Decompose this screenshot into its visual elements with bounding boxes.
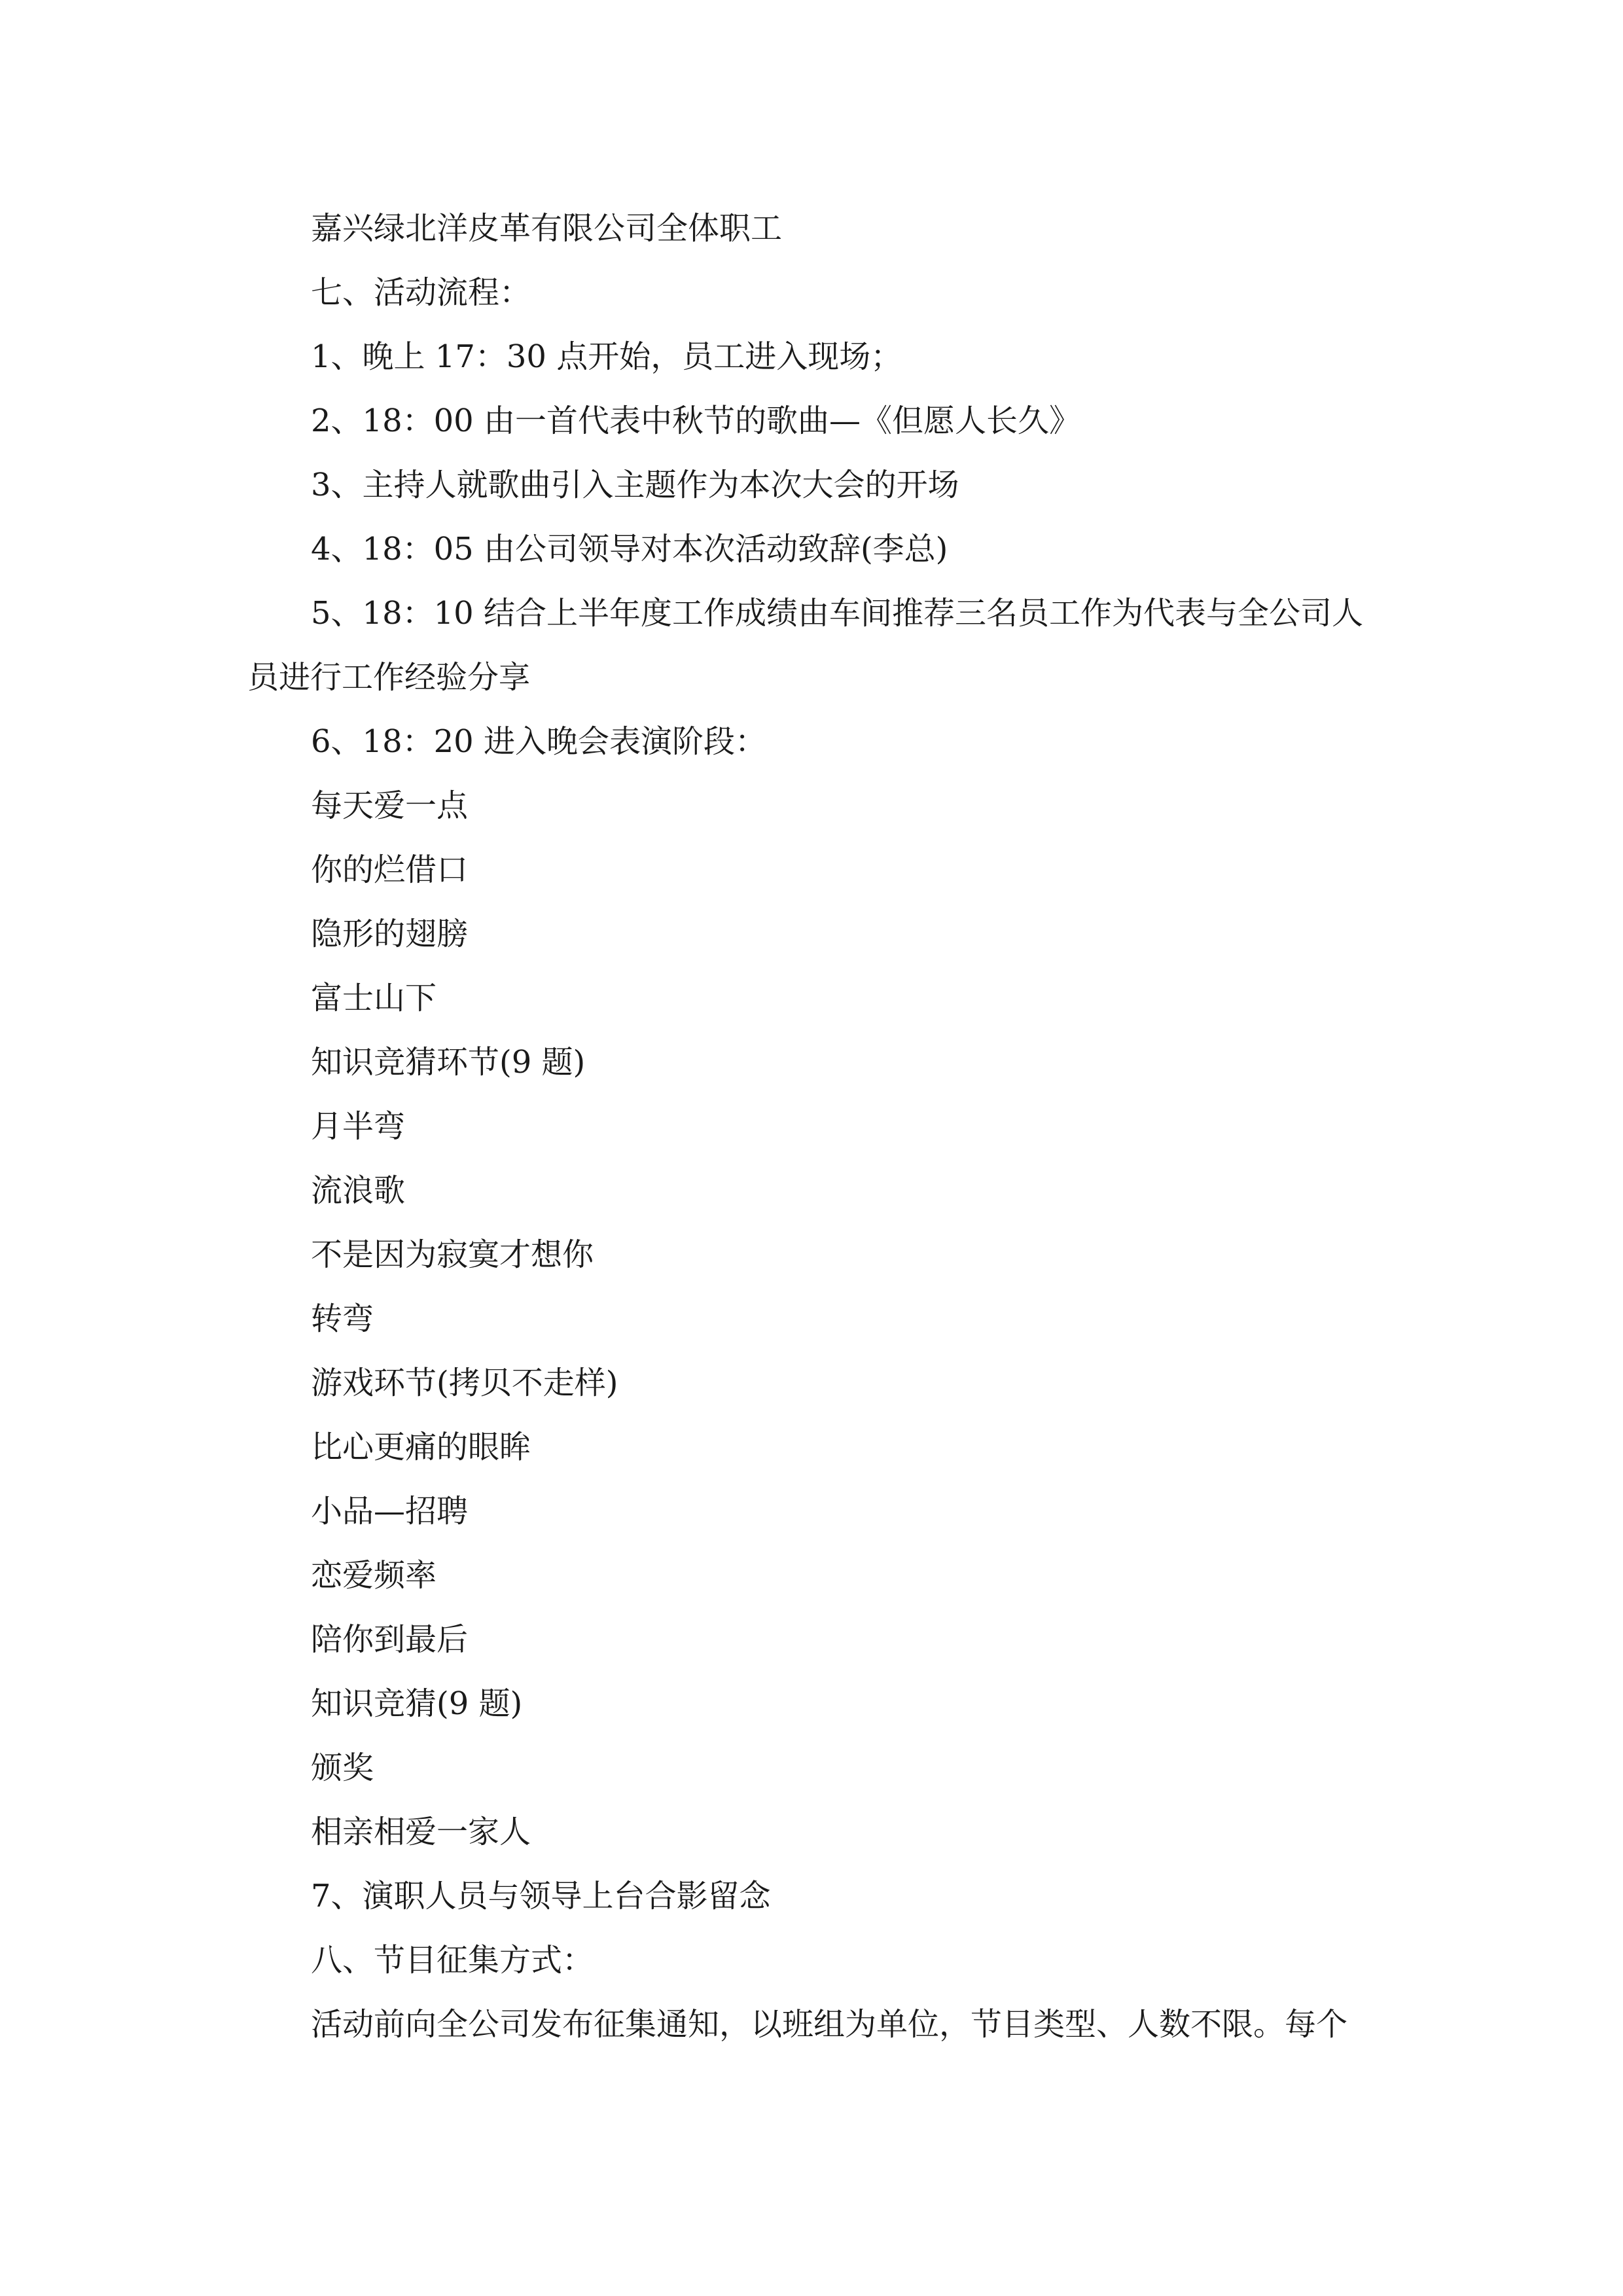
flow-item-6: 6、18：20 进入晚会表演阶段： [311,723,766,760]
program-item: 不是因为寂寞才想你 [311,1236,594,1273]
program-item: 知识竞猜环节(9 题) [311,1044,586,1081]
program-item: 陪你到最后 [311,1621,469,1658]
program-item: 每天爱一点 [311,787,469,824]
flow-item-5: 5、18：10 结合上半年度工作成绩由车间推荐三名员工作为代表与全公司人员进行工作经验分享 [247,595,1363,696]
flow-item-2: 2、18：00 由一首代表中秋节的歌曲—《但愿人长久》 [311,403,1080,439]
section-heading-activity-flow: 七、活动流程： [311,274,531,311]
program-item: 富士山下 [311,980,437,1016]
program-item: 游戏环节(拷贝不走样) [311,1365,618,1401]
text-line-staff: 嘉兴绿北洋皮革有限公司全体职工 [311,210,783,247]
program-item: 知识竞猜(9 题) [311,1685,523,1722]
program-item: 恋爱频率 [311,1557,437,1594]
program-item: 转弯 [311,1300,374,1337]
flow-item-1: 1、晚上 17：30 点开始，员工进入现场； [311,338,902,375]
flow-item-7: 7、演职人员与领导上台合影留念 [311,1878,771,1914]
program-item: 相亲相爱一家人 [311,1814,531,1850]
program-item: 比心更痛的眼眸 [311,1429,531,1465]
program-item: 你的烂借口 [311,852,469,888]
document-body [247,196,1383,2056]
flow-item-3: 3、主持人就歌曲引入主题作为本次大会的开场 [311,467,959,503]
section-heading-program-collection: 八、节目征集方式： [311,1942,594,1979]
program-item: 颁奖 [311,1749,374,1786]
program-item: 隐形的翅膀 [311,916,469,952]
program-item: 月半弯 [311,1108,406,1145]
program-item: 流浪歌 [311,1172,406,1209]
text-line-collection-notice: 活动前向全公司发布征集通知，以班组为单位，节目类型、人数不限。每个 [311,2006,1348,2043]
program-item: 小品—招聘 [311,1493,469,1530]
flow-item-4: 4、18：05 由公司领导对本次活动致辞(李总) [311,531,948,567]
